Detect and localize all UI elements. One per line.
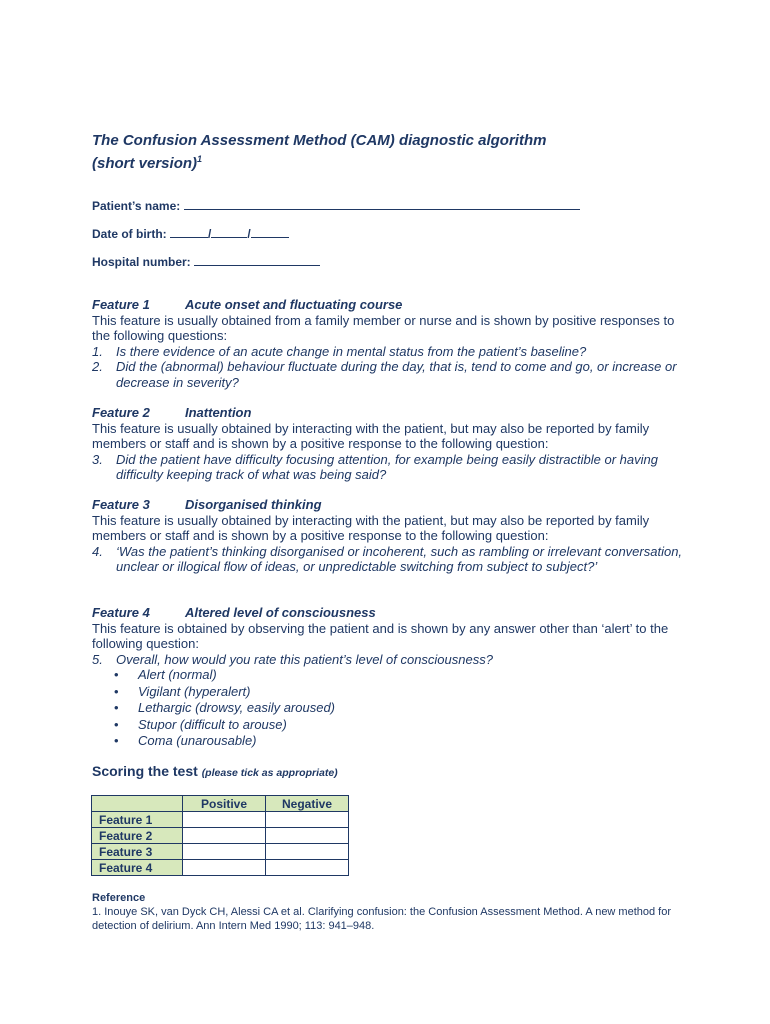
feature-2-intro: This feature is usually obtained by interacting with the patient, but may also be reported by family members or staff and is shown by a positive response to the following question: — [92, 420, 650, 451]
row-label-feature-3: Feature 3 — [92, 844, 183, 860]
header-negative: Negative — [266, 796, 349, 812]
consciousness-option — [92, 717, 692, 734]
scoring-title: Scoring the test — [92, 763, 198, 779]
scoring-table-header — [92, 796, 349, 812]
patient-name-field — [92, 198, 580, 213]
title-footnote-marker: 1 — [197, 154, 203, 164]
feature-4-intro: This feature is obtained by observing the patient and is shown by any answer other than ‘alert’ to the following question: — [92, 620, 669, 651]
table-row — [92, 812, 349, 828]
feature-1-number: Feature 1 — [92, 297, 150, 312]
header-positive: Positive — [183, 796, 266, 812]
table-row — [92, 844, 349, 860]
scoring-heading — [92, 763, 338, 779]
question-4 — [92, 544, 692, 575]
feature-2-number: Feature 2 — [92, 405, 150, 420]
header-blank-cell — [92, 796, 183, 812]
feature-3-number: Feature 3 — [92, 497, 150, 512]
question-1 — [92, 344, 692, 360]
question-2-text: Did the (abnormal) behaviour fluctuate during the day, that is, tend to come and go, or increase or decrease in severity? — [116, 359, 677, 390]
feature-4-heading — [92, 605, 692, 621]
feature-4-number: Feature 4 — [92, 605, 150, 620]
feature-1-name: Acute onset and fluctuating course — [185, 297, 403, 312]
bullet-icon: • — [114, 667, 119, 682]
hospital-number-label: Hospital number: — [92, 255, 191, 269]
hospital-number-input-line[interactable] — [194, 254, 320, 266]
option-vigilant: Vigilant (hyperalert) — [138, 683, 251, 699]
question-3 — [92, 452, 692, 483]
date-of-birth-label: Date of birth: — [92, 227, 167, 241]
bullet-icon: • — [114, 716, 119, 732]
dob-day-line[interactable] — [170, 226, 208, 238]
row-label-feature-2: Feature 2 — [92, 828, 183, 844]
feature-3-name: Disorganised thinking — [185, 497, 322, 512]
feature-1-negative-cell[interactable] — [266, 812, 349, 828]
dob-year-line[interactable] — [251, 226, 289, 238]
option-alert: Alert (normal) — [138, 667, 217, 682]
question-5-number: 5. — [92, 651, 103, 667]
bullet-icon: • — [114, 700, 119, 715]
feature-1-heading — [92, 297, 692, 313]
question-1-text: Is there evidence of an acute change in mental status from the patient’s baseline? — [116, 343, 587, 359]
patient-name-input-line[interactable] — [184, 198, 580, 210]
reference-section — [92, 891, 672, 933]
patient-name-label: Patient’s name: — [92, 199, 181, 213]
feature-1-section — [92, 297, 692, 390]
question-3-number: 3. — [92, 451, 103, 467]
bullet-icon: • — [114, 683, 119, 699]
feature-2-positive-cell[interactable] — [183, 828, 266, 844]
feature-3-positive-cell[interactable] — [183, 844, 266, 860]
reference-heading: Reference — [92, 892, 146, 904]
question-4-text: ‘Was the patient’s thinking disorganised or incoherent, such as rambling or irrelevant conversation, unclear or illogical flow of ideas, or unpredictable switching from subject to subject?’ — [116, 543, 683, 574]
question-2-number: 2. — [92, 359, 103, 374]
hospital-number-field — [92, 254, 320, 269]
dob-month-line[interactable] — [211, 226, 247, 238]
feature-2-name: Inattention — [185, 405, 252, 420]
feature-4-name: Altered level of consciousness — [185, 605, 376, 620]
consciousness-option — [92, 684, 692, 701]
dob-separator-1: / — [208, 227, 212, 241]
question-4-number: 4. — [92, 543, 103, 559]
title-line-2 — [92, 150, 546, 173]
scoring-table — [91, 795, 349, 876]
title-line-1: The Confusion Assessment Method (CAM) diagnostic algorithm — [92, 132, 547, 149]
feature-3-intro: This feature is usually obtained by interacting with the patient, but may also be reported by family members or staff and is shown by a positive response to the following question: — [92, 512, 650, 543]
feature-2-section — [92, 405, 692, 483]
option-stupor: Stupor (difficult to arouse) — [138, 716, 287, 732]
feature-1-intro: This feature is usually obtained from a family member or nurse and is shown by positive responses to the following questions: — [92, 312, 675, 343]
feature-4-positive-cell[interactable] — [183, 860, 266, 876]
bullet-icon: • — [114, 733, 119, 748]
feature-4-section — [92, 605, 692, 750]
page-title — [92, 131, 546, 173]
option-coma: Coma (unarousable) — [138, 733, 257, 748]
option-lethargic: Lethargic (drowsy, easily aroused) — [138, 700, 336, 715]
consciousness-option — [92, 667, 692, 684]
consciousness-option — [92, 700, 692, 717]
question-2 — [92, 359, 692, 390]
feature-1-positive-cell[interactable] — [183, 812, 266, 828]
dob-separator-2: / — [247, 227, 251, 241]
question-5-text: Overall, how would you rate this patient’s level of consciousness? — [116, 651, 493, 667]
row-label-feature-1: Feature 1 — [92, 812, 183, 828]
question-1-number: 1. — [92, 343, 103, 359]
consciousness-option — [92, 733, 692, 750]
reference-text: 1. Inouye SK, van Dyck CH, Alessi CA et al. Clarifying confusion: the Confusion Assessment Method. A new method for detection of delirium. Ann Intern Med 1990; 113: 941–948. — [92, 906, 672, 932]
table-row — [92, 828, 349, 844]
feature-3-heading — [92, 497, 692, 513]
feature-2-heading — [92, 405, 692, 421]
scoring-note: (please tick as appropriate) — [201, 767, 338, 779]
row-label-feature-4: Feature 4 — [92, 860, 183, 876]
title-line-2-text: (short version) — [92, 155, 198, 172]
question-5 — [92, 652, 692, 668]
question-3-text: Did the patient have difficulty focusing attention, for example being easily distractible or having difficulty keeping track of what was being said? — [116, 451, 658, 482]
date-of-birth-field — [92, 226, 289, 241]
feature-2-negative-cell[interactable] — [266, 828, 349, 844]
table-row — [92, 860, 349, 876]
feature-4-negative-cell[interactable] — [266, 860, 349, 876]
feature-3-section — [92, 497, 692, 575]
feature-3-negative-cell[interactable] — [266, 844, 349, 860]
